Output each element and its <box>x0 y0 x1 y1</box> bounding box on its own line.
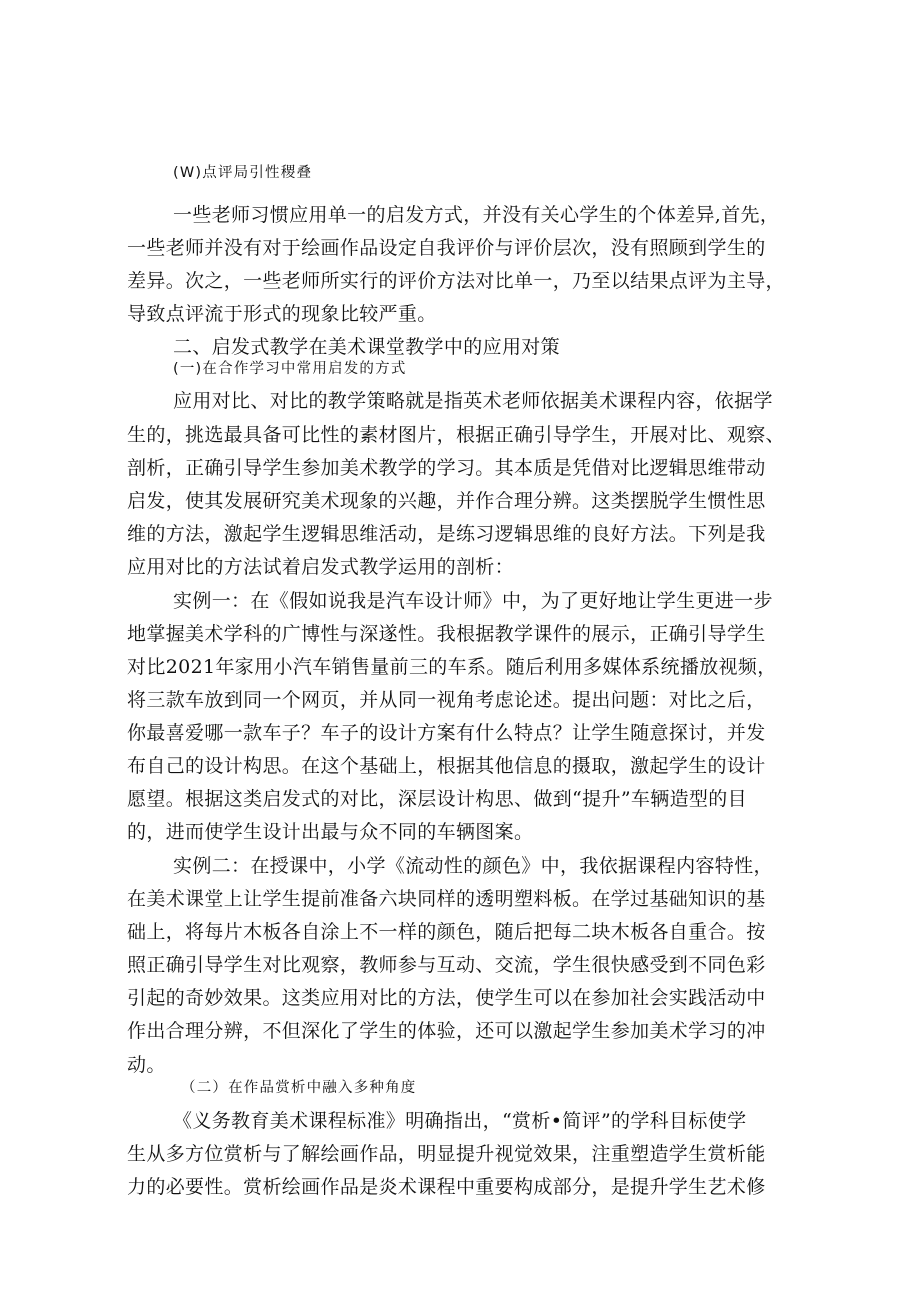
para3-line-3: 对比2021年家用小汽车销售量前三的车系。随后利用多媒体系统播放视频， <box>127 656 777 678</box>
para3-line-7: 愿望。根据这类启发式的对比，深层设计构思、做到“提升”车辆造型的目 <box>127 788 747 810</box>
para4-line-3: 础上，将每片木板各自涂上不一样的颜色，随后把每二块木板各自重合。按 <box>127 921 766 943</box>
para4-line-4: 照正确引导学生对比观察，教师参与互动、交流，学生很快感受到不同色彩 <box>127 954 766 976</box>
para4-line-7: 动。 <box>127 1054 166 1076</box>
para3-line-1: 实例一：在《假如说我是汽车设计师》中，为了更好地让学生更进一步 <box>173 590 773 612</box>
para1-line-1: 一些老师习惯应用单一的启发方式，并没有关心学生的个体差异,首先， <box>173 204 780 226</box>
sub2-title: （二）在作品赏析中融入多种角度 <box>181 1080 417 1096</box>
para3-line-6: 布自己的设计构思。在这个基础上，根据其他信息的摄取，激起学生的设计 <box>127 755 766 777</box>
para3-line-8: 的，进而使学生设计出最与众不同的车辆图案。 <box>127 821 534 843</box>
para2-line-1: 应用对比、对比的教学策略就是指英术老师依据美术课程内容，依据学 <box>173 390 773 412</box>
para4-line-1: 实例二：在授课中，小学《流动性的颜色》中，我依据课程内容特性， <box>173 855 773 877</box>
para2-line-3: 剖析，正确引导学生参加美术教学的学习。其本质是凭借对比逻辑思维带动 <box>127 457 766 479</box>
para5-line-3: 力的必要性。赏析绘画作品是炎术课程中重要构成部分，是提升学生艺术修 <box>127 1176 766 1198</box>
para2-line-6: 应用对比的方法试着启发式教学运用的剖析： <box>127 556 515 578</box>
para1-line-3: 差异。次之，一些老师所实行的评价方法对比单一，乃至以结果点评为主导， <box>127 270 785 292</box>
para2-line-4: 启发，使其发展研究美术现象的兴趣，并作合理分辨。这类摆脱学生惯性思 <box>127 490 766 512</box>
para2-line-2: 生的，挑选最具备可比性的素材图片，根据正确引导学生，开展对比、观察、 <box>127 424 785 446</box>
para2-line-5: 维的方法，激起学生逻辑思维活动，是练习逻辑思维的良好方法。下列是我 <box>127 523 766 545</box>
para3-line-4: 将三款车放到同一个网页，并从同一视角考虑论述。提出问题：对比之后， <box>127 689 766 711</box>
para4-line-5: 引起的奇妙效果。这类应用对比的方法，使学生可以在参加社会实践活动中 <box>127 987 766 1009</box>
para5-line-1: 《义务教育美术课程标准》明确指出，“赏析•简评”的学科目标使学 <box>173 1110 747 1132</box>
para1-line-4: 导致点评流于形式的现象比较严重。 <box>127 303 437 325</box>
para5-line-2: 生从多方位赏析与了解绘画作品，明显提升视觉效果，注重塑造学生赏析能 <box>127 1143 766 1165</box>
section2-title: 二、启发式教学在美术课堂教学中的应用对策 <box>173 336 561 358</box>
para4-line-2: 在美术课堂上让学生提前准备六块同样的透明塑料板。在学过基础知识的基 <box>127 888 766 910</box>
para3-line-5: 你最喜爱哪一款车子？车子的设计方案有什么特点？让学生随意探讨，并发 <box>127 722 766 744</box>
para3-line-2: 地掌握美术学科的广博性与深遂性。我根据教学课件的展示，正确引导学生 <box>127 623 766 645</box>
sub1-title: (一)在合作学习中常用启发的方式 <box>173 361 407 377</box>
para4-line-6: 作出合理分辨，不但深化了学生的体验，还可以激起学生参加美术学习的冲 <box>127 1020 766 1042</box>
para1-line-2: 一些老师并没有对于绘画作品设定自我评价与评价层次，没有照顾到学生的 <box>127 237 766 259</box>
heading-w: (W)点评局引性稷叠 <box>173 165 313 181</box>
